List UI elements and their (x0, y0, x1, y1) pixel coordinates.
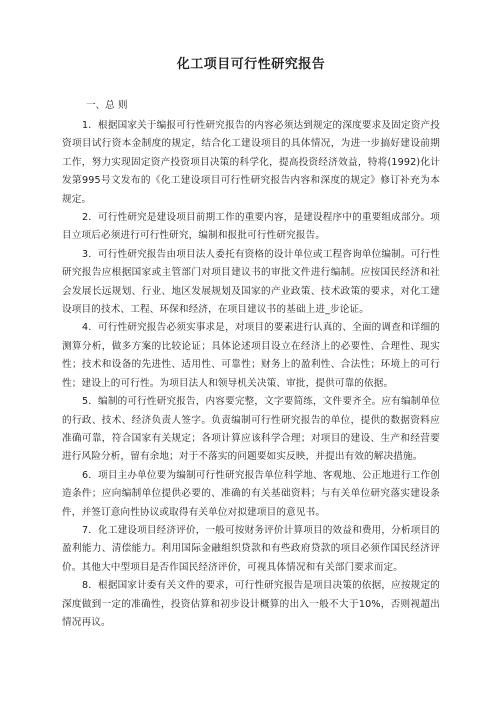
paragraph-7: 7．化工建设项目经济评价，一般可按财务评价计算项目的效益和费用，分析项目的盈利能力、清偿能力。利用国际金融组织贷款和有些政府贷款的项目必须作国民经济评价。其他大中型项目是否作国民经济评价，可视具体情况和有关部门要求而定。 (62, 524, 440, 573)
paragraph-6: 6．项目主办单位要为编制可行性研究报告单位科学地、客观地、公正地进行工作创造条件；应向编制单位提供必要的、准确的有关基础资料；与有关单位研究落实建设条件，并签订意向性协议或取得有关单位对拟建项目的意见书。 (62, 469, 440, 518)
paragraph-5: 5．编制的可行性研究报告，内容要完整，文字要简练，文件要齐全。应有编制单位的行政、技术、经济负责人签字。负责编制可行性研究报告的单位，提供的数据资料应准确可靠，符合国家有关规定；各项计算应该科学合理；对项目的建设、生产和经营要进行风险分析，留有余地；对于不落实的问题要如实反映，并提出有效的解决措施。 (62, 396, 440, 463)
paragraph-4: 4．可行性研究报告必须实事求是，对项目的要素进行认真的、全面的调查和详细的测算分析，做多方案的比较论证；具体论述项目设立在经济上的必要性、合理性、现实性；技术和设备的先进性、适用性、可靠性；财务上的盈利性、合法性；环境上的可行性；建设上的可行性。为项目法人和领导机关决策、审批，提供可靠的依据。 (62, 322, 440, 389)
paragraph-1: 1．根据国家关于编报可行性研究报告的内容必须达到规定的深度要求及固定资产投资项目试行资本金制度的规定，结合化工建设项目的具体情况，为进一步搞好建设前期工作，努力实现固定资产投资项目决策的科学化，提高投资经济效益，特将(1992)化计发第995号文发布的《化工建设项目可行性研究报告内容和深度的规定》修订补充为本规定。 (62, 120, 440, 205)
paragraph-8: 8．根据国家计委有关文件的要求，可行性研究报告是项目决策的依据，应按规定的深度做到一定的准确性，投资估算和初步设计概算的出入一般不大于10%，否则视超出情况再议。 (62, 580, 440, 628)
section-heading: 一、总 则 (86, 100, 128, 111)
paragraph-2: 2．可行性研究是建设项目前期工作的重要内容，是建设程序中的重要组成部分。项目立项后必须进行可行性研究，编制和报批可行性研究报告。 (62, 212, 440, 242)
document-title: 化工项目可行性研究报告 (176, 57, 326, 72)
paragraph-3: 3．可行性研究报告由项目法人委托有资格的设计单位或工程咨询单位编制。可行性研究报告应根据国家或主管部门对项目建议书的审批文件进行编制。应按国民经济和社会发展长远规划、行业、地区发展规划及国家的产业政策、技术政策的要求，对化工建设项目的技术、工程、环保和经济，在项目建议书的基础上进_步论证。 (62, 248, 440, 316)
